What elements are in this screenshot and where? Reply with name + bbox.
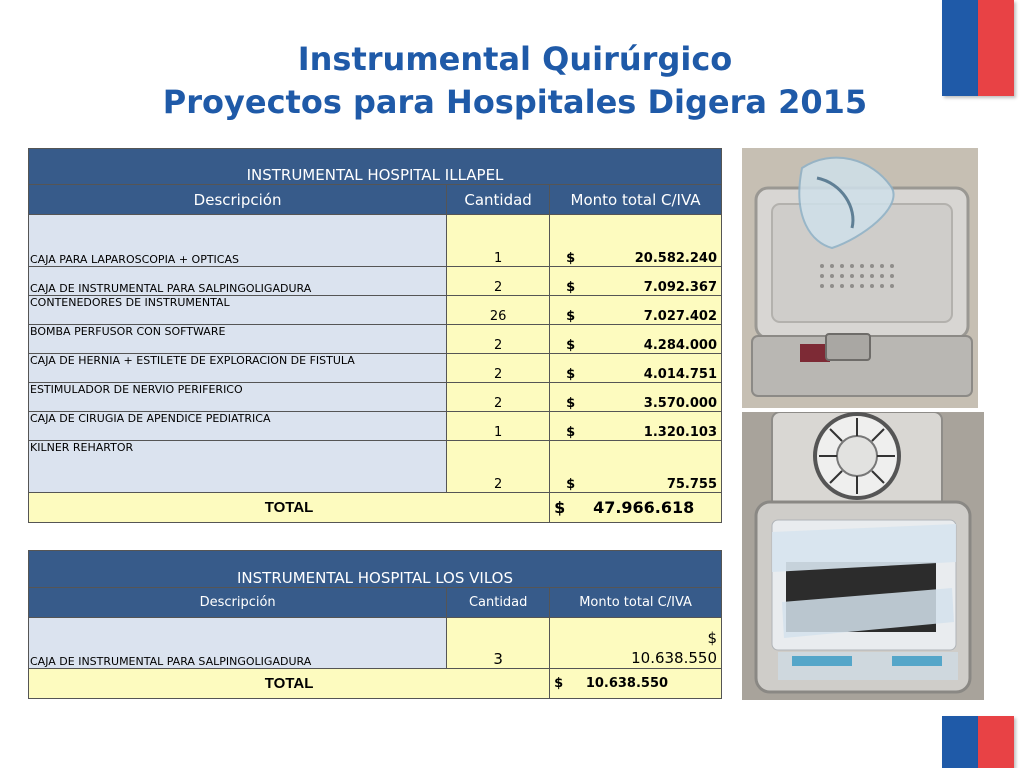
table-row bbox=[29, 412, 722, 441]
currency-symbol: $ bbox=[566, 396, 576, 411]
currency-symbol: $ bbox=[566, 477, 576, 492]
table-row bbox=[29, 441, 722, 493]
table-row bbox=[29, 383, 722, 412]
row-description: CAJA PARA LAPAROSCOPIA + OPTICAS bbox=[29, 215, 447, 267]
row-amount bbox=[550, 267, 722, 296]
row-amount bbox=[550, 441, 722, 493]
column-header-description: Descripción bbox=[29, 185, 447, 215]
amount-value: 4.014.751 bbox=[643, 367, 717, 382]
column-header-description: Descripción bbox=[29, 588, 447, 618]
table-row bbox=[29, 215, 722, 267]
slide-title bbox=[110, 38, 920, 124]
row-quantity: 2 bbox=[447, 267, 550, 296]
total-value: 10.638.550 bbox=[585, 676, 669, 691]
row-amount bbox=[550, 618, 722, 669]
table-row bbox=[29, 296, 722, 325]
packaged-instruments-illustration bbox=[742, 412, 984, 700]
row-amount bbox=[550, 412, 722, 441]
currency-symbol: $ bbox=[707, 629, 717, 647]
total-label: TOTAL bbox=[29, 669, 550, 699]
total-label: TOTAL bbox=[29, 493, 550, 523]
chile-flag-decoration-top bbox=[942, 0, 1014, 96]
row-amount bbox=[550, 296, 722, 325]
table-row bbox=[29, 618, 722, 669]
row-quantity: 2 bbox=[447, 354, 550, 383]
currency-symbol: $ bbox=[554, 676, 564, 691]
total-amount bbox=[550, 493, 722, 523]
row-description: CAJA DE INSTRUMENTAL PARA SALPINGOLIGADURA bbox=[29, 618, 447, 669]
row-description: CAJA DE CIRUGIA DE APENDICE PEDIATRICA bbox=[29, 412, 447, 441]
row-quantity: 3 bbox=[447, 618, 550, 669]
row-amount bbox=[550, 215, 722, 267]
total-amount bbox=[550, 669, 722, 699]
row-quantity: 1 bbox=[447, 215, 550, 267]
currency-symbol: $ bbox=[554, 498, 566, 517]
currency-symbol: $ bbox=[566, 367, 576, 382]
title-line-1: Instrumental Quirúrgico bbox=[297, 40, 733, 78]
amount-value: 4.284.000 bbox=[643, 338, 717, 353]
currency-symbol: $ bbox=[566, 309, 576, 324]
total-row bbox=[29, 493, 722, 523]
row-description: CAJA DE INSTRUMENTAL PARA SALPINGOLIGADURA bbox=[29, 267, 447, 296]
instrument-container-illustration bbox=[742, 148, 978, 408]
table-heading: INSTRUMENTAL HOSPITAL ILLAPEL bbox=[29, 149, 722, 185]
amount-value: 7.092.367 bbox=[643, 280, 717, 295]
column-header-amount: Monto total C/IVA bbox=[550, 185, 722, 215]
amount-value: 10.638.550 bbox=[631, 649, 717, 667]
title-line-2: Proyectos para Hospitales Digera 2015 bbox=[162, 83, 868, 121]
currency-symbol: $ bbox=[566, 338, 576, 353]
table-hospital-illapel bbox=[28, 148, 722, 523]
total-row bbox=[29, 669, 722, 699]
row-quantity: 2 bbox=[447, 441, 550, 493]
table-row bbox=[29, 267, 722, 296]
instrument-container-photo bbox=[742, 148, 978, 408]
table-heading: INSTRUMENTAL HOSPITAL LOS VILOS bbox=[29, 551, 722, 588]
row-quantity: 26 bbox=[447, 296, 550, 325]
amount-value: 1.320.103 bbox=[643, 425, 717, 440]
column-header-quantity: Cantidad bbox=[447, 588, 550, 618]
column-header-amount: Monto total C/IVA bbox=[550, 588, 722, 618]
row-quantity: 2 bbox=[447, 383, 550, 412]
row-quantity: 1 bbox=[447, 412, 550, 441]
amount-value: 20.582.240 bbox=[634, 251, 717, 266]
currency-symbol: $ bbox=[566, 280, 576, 295]
amount-value: 75.755 bbox=[666, 477, 717, 492]
chile-flag-decoration-bottom bbox=[942, 716, 1014, 768]
row-description: ESTIMULADOR DE NERVIO PERIFERICO bbox=[29, 383, 447, 412]
row-quantity: 2 bbox=[447, 325, 550, 354]
currency-symbol: $ bbox=[566, 425, 576, 440]
table-row bbox=[29, 325, 722, 354]
row-amount bbox=[550, 325, 722, 354]
table-row bbox=[29, 354, 722, 383]
row-description: CAJA DE HERNIA + ESTILETE DE EXPLORACION DE FISTULA bbox=[29, 354, 447, 383]
row-description: CONTENEDORES DE INSTRUMENTAL bbox=[29, 296, 447, 325]
row-description: KILNER REHARTOR bbox=[29, 441, 447, 493]
amount-value: 7.027.402 bbox=[643, 309, 717, 324]
row-amount bbox=[550, 354, 722, 383]
packaged-instruments-photo bbox=[742, 412, 984, 700]
amount-value: 3.570.000 bbox=[643, 396, 717, 411]
currency-symbol: $ bbox=[566, 251, 576, 266]
row-description: BOMBA PERFUSOR CON SOFTWARE bbox=[29, 325, 447, 354]
row-amount bbox=[550, 383, 722, 412]
column-header-quantity: Cantidad bbox=[447, 185, 550, 215]
total-value: 47.966.618 bbox=[593, 498, 695, 517]
table-hospital-los-vilos bbox=[28, 550, 722, 699]
